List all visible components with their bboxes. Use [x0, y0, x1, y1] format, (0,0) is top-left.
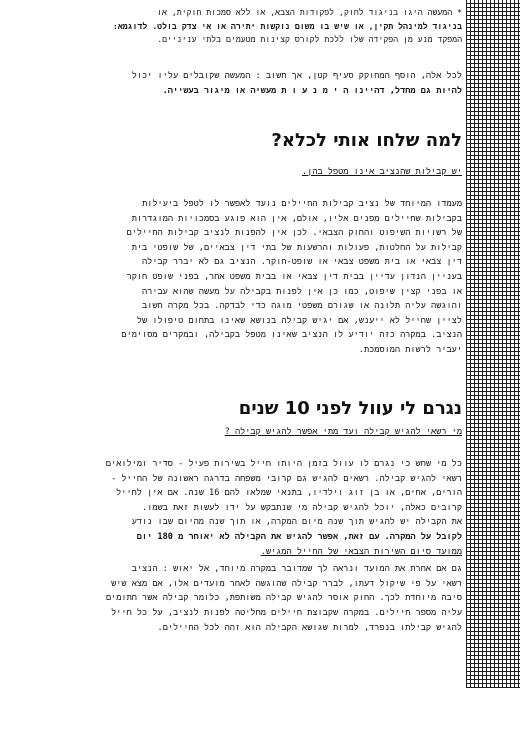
body-line: לקובל על המקרה. עם זאת, אפשר להגיש את הקבילה לא יאוחר מ 180 יום [136, 531, 462, 542]
body-line: הנציב. במקרה כזה יודיע לו הנציב שאינו מטפל בקבילה, ובמקרים מסוימים [121, 330, 462, 341]
body-line: סיבה מיוחדת לכך. החוק אוסר להגיש קבילה משותפת, כלומר קבילה אשר חתומים [105, 593, 462, 604]
intro-line: להיות גם מחדל, דהיינו ה י מ נ ע ו ת מעשיה או מיגור בעשייה. [162, 85, 462, 96]
section-heading: למה שלחו אותי לכלא? [271, 130, 462, 151]
body-line: או בפני קצין שיפוט, כמו כן אין לפנות בקבילה על מעשה שהוא עבירה [142, 286, 462, 297]
intro-line: לכל אלה, הוסף המחוקק סעיף קטן, אך חשוב : המעשה שקובלים עליו יכול [131, 71, 462, 81]
body-line: בקבילות שחיילים מפנים אליו, אולם, אין הוא פוגע בסמכויות המוגדרות [131, 213, 462, 224]
body-line: רשאי על פי שיקול דעתו, לברר קבילה שהוגשה לאחר מועדים אלו, אם מצא שיש [111, 578, 462, 589]
intro-paragraph [14, 69, 462, 98]
body-line: יעביר לרשות המוסמכת. [358, 344, 462, 355]
body-line: ממועד סיום השירות הצבאי של החייל המגיש. [260, 546, 462, 557]
body-line: גם אם אחרת את המועד ונראה לך שמדובר במקרה מיוחד, אל יאוש : הנציב [131, 564, 462, 575]
section-body [14, 197, 462, 358]
section-heading: נגרם לי עוול לפני 10 שנים [238, 398, 462, 419]
body-line: קבילות על החלטות, פעולות והרשעות של בתי דין צבאיים, של שופטי בית [131, 242, 462, 253]
section-subheading: מי רשאי להגיש קבילה ועד מתי אפשר להגיש קבילה ? [224, 427, 462, 437]
body-line: דין צבאי או בית משפט צבאי או שופט-חוקר. הנציב גם לא יברר קבילה [142, 257, 462, 268]
body-line: של רשויות השיפוט והחוק הצבאי. לכן אין להפנות לנציב קבילות החיילים [126, 228, 462, 239]
footnote [14, 6, 462, 47]
section-injustice [14, 398, 462, 635]
body-line: מעמדו המיוחד של נציב קבילות החיילים נועד לאפשר לו לטפל ביעילות [142, 199, 462, 209]
body-line: בעניין הנדון עדיין בבית דין צבאי או בבית משפט אחר, בפני שופט חוקר [126, 271, 462, 282]
section-subheading: יש קבילות שהנציב אינו מטפל בהן. [302, 167, 462, 177]
grid-margin-pattern [466, 0, 520, 688]
body-line: והוגשה עליה תלונה או שגורם משפטי מוגה כדי לבדקה. בכל מקרה חשוב [142, 301, 462, 312]
section-body [14, 457, 462, 635]
section-why-jail [14, 130, 462, 358]
body-line: להגיש קבילתו בנפרד, למרות שגושא הקבילה הוא זהה לכל החיילים. [157, 622, 462, 633]
footnote-line: בניגוד למינהל תקין, או שיש בו משום נוקשות יתירה או אי צדק בולט. לדוגמא: [112, 20, 462, 31]
body-line: קרובים כאלה, יוכל להגיש קבילה מי שנתבקש על ידו לעשות זאת בשמו. [142, 502, 462, 513]
body-line: כל מי שחש כי נגרם לו עוול בזמן היותו חייל בשירות פעיל - סדיר ומילואים [105, 459, 462, 469]
body-line: רשאי להגיש קבילה. רשאים להגיש גם קרובי משפחה בדרגה ראשונה של החייל - [111, 473, 462, 484]
body-line: עליה מספר חיילים. במקרה שקבוצת חיילים מחליטה לפנות לנציב, על כל חייל [111, 607, 462, 618]
body-line: את הקבילה יש להגיש תוך שנה מיום המקרה, או תוך שנה מהיום שבו נודע [131, 517, 462, 528]
footnote-line: המפקד מנע מן הפקידה שלו ללכת לקורס קצינות מטעמים בלתי עניניים. [157, 34, 462, 44]
body-line: הורים, אחים, או בן זוג וילדיו, בתנאי שמלאו להם 16 שנה. אם אין לחייל [116, 488, 462, 499]
body-line: לציין שחייל לא ייענש, אם יגיש קבילה בנושא שאינו בתחום טיפולו של [136, 315, 462, 326]
footnote-line: * המעשה היגו בניגוד לחוק, לפקודות הצבא, או ללא סמכות חוקית, או [157, 7, 462, 17]
